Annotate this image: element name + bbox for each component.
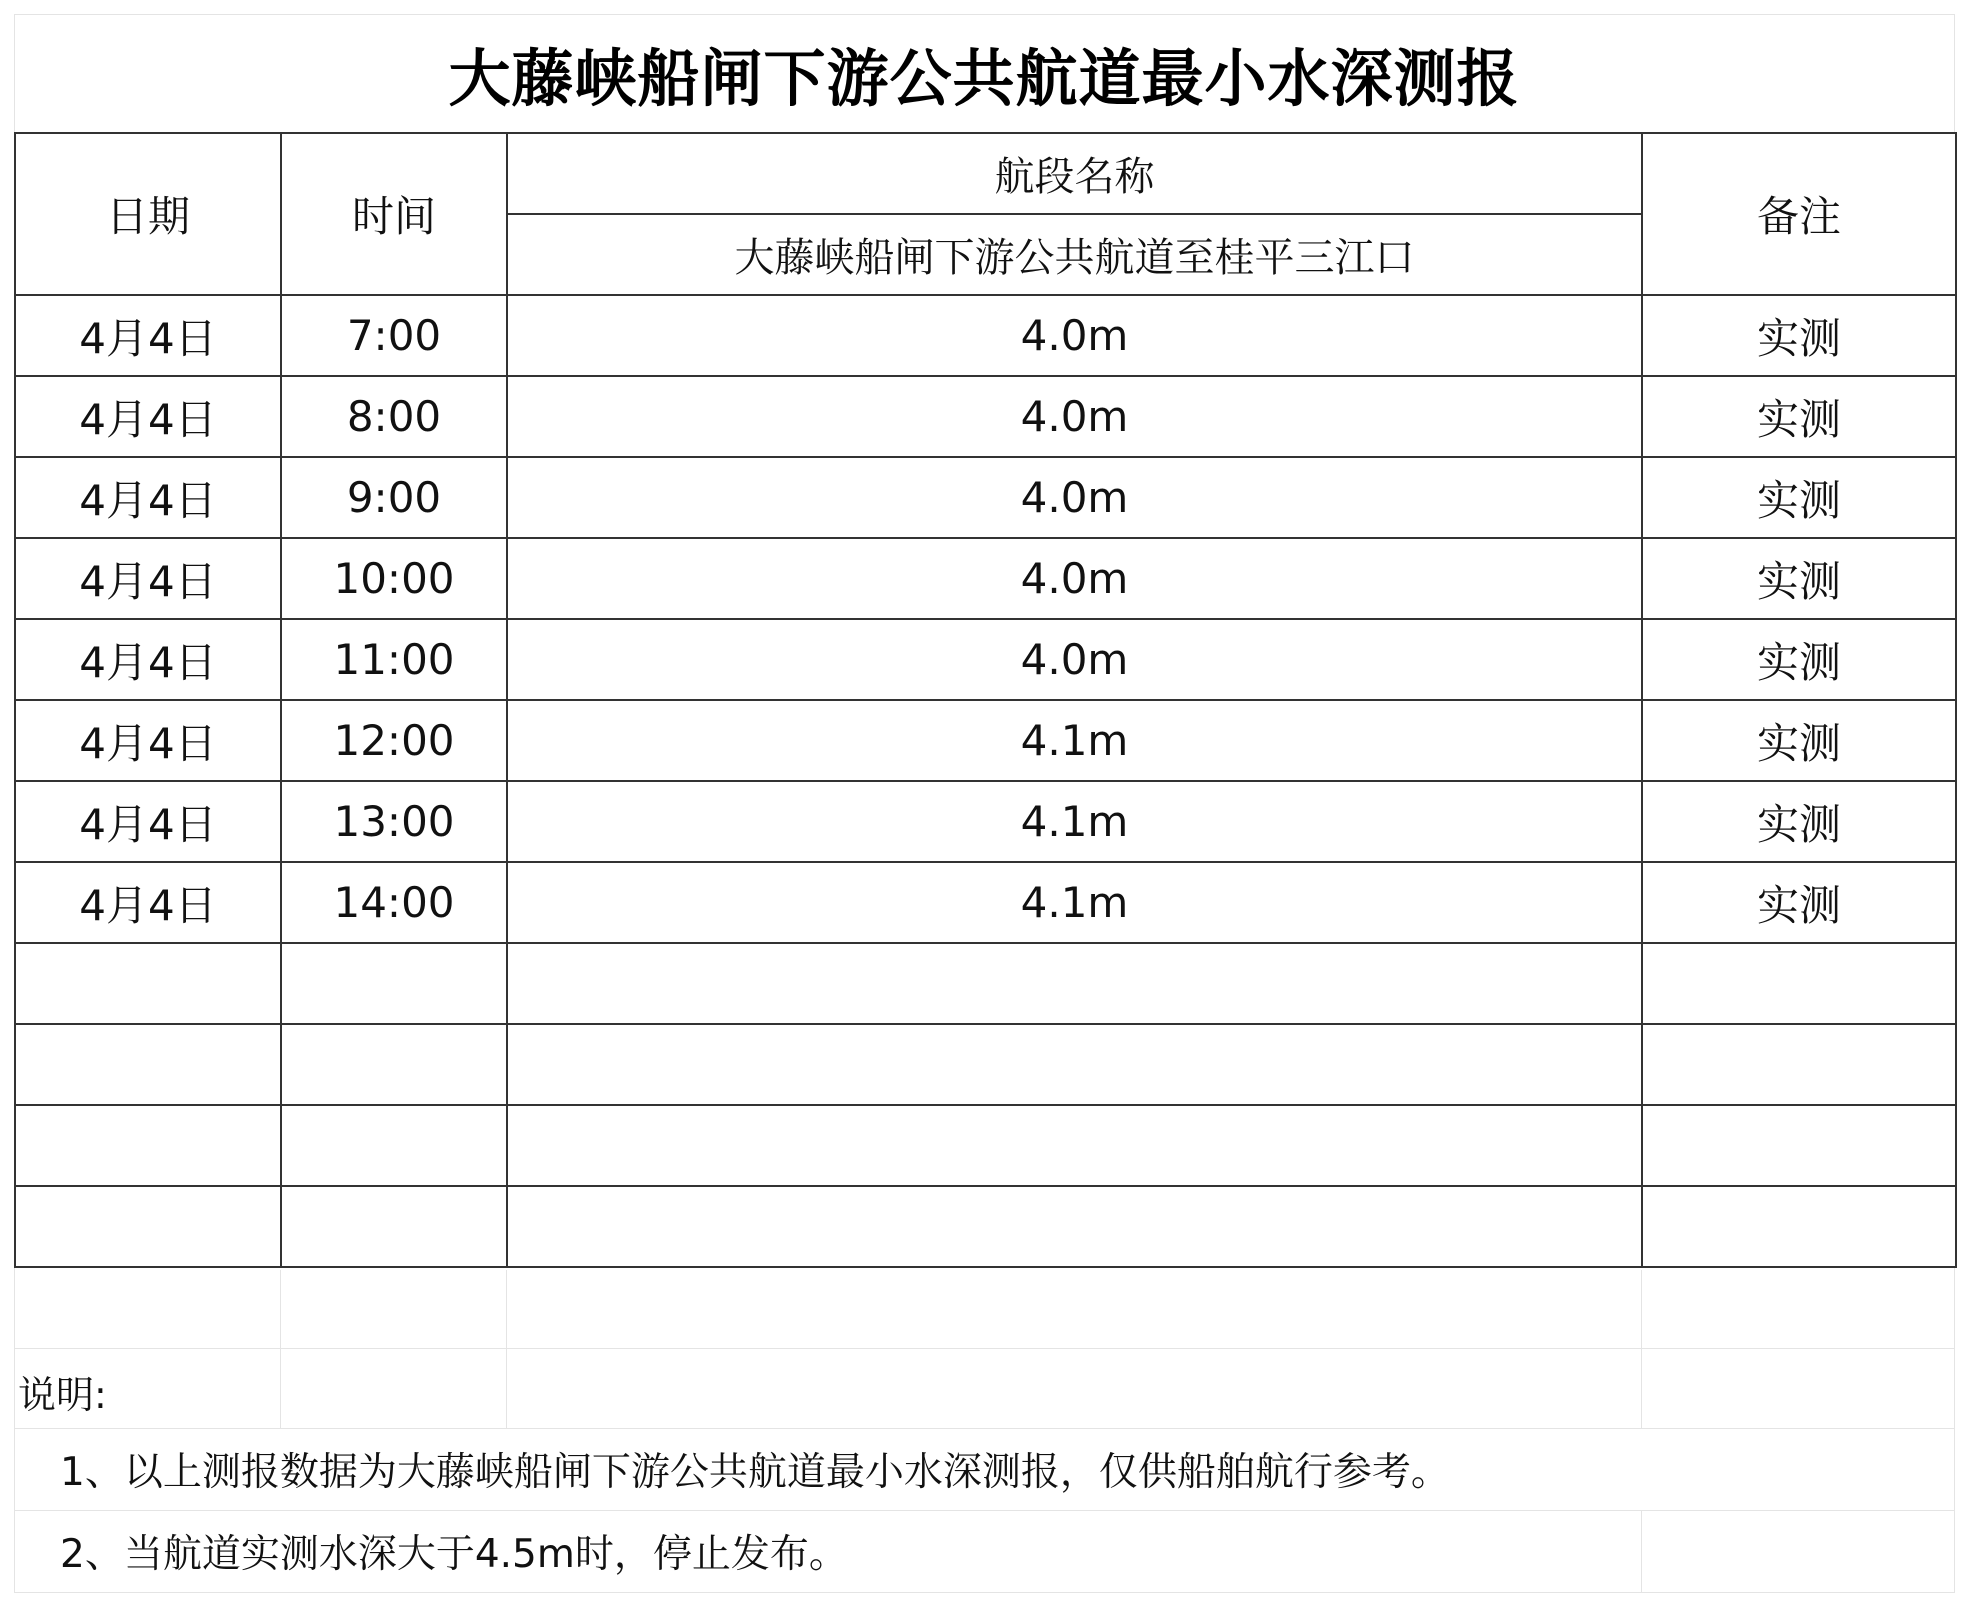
cell-time xyxy=(281,1024,507,1105)
cell-depth: 4.1m xyxy=(507,862,1642,943)
cell-time: 10:00 xyxy=(281,538,507,619)
cell-date xyxy=(15,1024,281,1105)
depth-report-table xyxy=(14,132,1957,1268)
cell-time: 11:00 xyxy=(281,619,507,700)
cell-time: 12:00 xyxy=(281,700,507,781)
table-row-empty xyxy=(15,1105,1956,1186)
cell-time xyxy=(281,943,507,1024)
gridline xyxy=(280,1270,281,1428)
table-row-empty xyxy=(15,1186,1956,1267)
cell-remark: 实测 xyxy=(1642,781,1956,862)
cell-date: 4月4日 xyxy=(15,619,281,700)
note-item: 2、当航道实测水深大于4.5m时，停止发布。 xyxy=(60,1532,848,1577)
cell-depth: 4.1m xyxy=(507,700,1642,781)
page-title: 大藤峡船闸下游公共航道最小水深测报 xyxy=(448,41,1520,115)
cell-time xyxy=(281,1105,507,1186)
header-date: 日期 xyxy=(15,133,281,295)
table-row xyxy=(15,862,1956,943)
table-row xyxy=(15,619,1956,700)
gridline xyxy=(14,1428,1954,1429)
cell-remark xyxy=(1642,943,1956,1024)
cell-time: 13:00 xyxy=(281,781,507,862)
cell-depth: 4.0m xyxy=(507,538,1642,619)
cell-remark: 实测 xyxy=(1642,376,1956,457)
cell-depth: 4.1m xyxy=(507,781,1642,862)
cell-remark: 实测 xyxy=(1642,295,1956,376)
table-row-empty xyxy=(15,1024,1956,1105)
gridline xyxy=(1641,1270,1642,1428)
cell-remark: 实测 xyxy=(1642,538,1956,619)
cell-time: 14:00 xyxy=(281,862,507,943)
gridline xyxy=(14,1510,1954,1511)
table-row-empty xyxy=(15,943,1956,1024)
cell-remark: 实测 xyxy=(1642,862,1956,943)
cell-depth xyxy=(507,943,1642,1024)
notes-label: 说明: xyxy=(18,1372,107,1417)
cell-depth: 4.0m xyxy=(507,376,1642,457)
cell-remark xyxy=(1642,1186,1956,1267)
cell-depth: 4.0m xyxy=(507,619,1642,700)
table-row xyxy=(15,457,1956,538)
cell-remark xyxy=(1642,1105,1956,1186)
cell-remark xyxy=(1642,1024,1956,1105)
header-segment-group: 航段名称 xyxy=(507,133,1642,214)
table-row xyxy=(15,781,1956,862)
cell-date xyxy=(15,943,281,1024)
cell-date: 4月4日 xyxy=(15,376,281,457)
cell-time xyxy=(281,1186,507,1267)
gridline xyxy=(14,1348,1954,1349)
cell-date: 4月4日 xyxy=(15,781,281,862)
cell-depth: 4.0m xyxy=(507,295,1642,376)
header-segment-name: 大藤峡船闸下游公共航道至桂平三江口 xyxy=(507,214,1642,295)
cell-date xyxy=(15,1105,281,1186)
cell-date xyxy=(15,1186,281,1267)
cell-time: 7:00 xyxy=(281,295,507,376)
cell-remark: 实测 xyxy=(1642,700,1956,781)
cell-time: 9:00 xyxy=(281,457,507,538)
cell-depth xyxy=(507,1024,1642,1105)
gridline xyxy=(14,1592,1954,1593)
cell-depth xyxy=(507,1186,1642,1267)
note-item: 1、以上测报数据为大藤峡船闸下游公共航道最小水深测报，仅供船舶航行参考。 xyxy=(60,1450,1450,1495)
cell-depth: 4.0m xyxy=(507,457,1642,538)
cell-date: 4月4日 xyxy=(15,700,281,781)
cell-remark: 实测 xyxy=(1642,619,1956,700)
table-row xyxy=(15,538,1956,619)
table-row xyxy=(15,295,1956,376)
cell-date: 4月4日 xyxy=(15,457,281,538)
cell-date: 4月4日 xyxy=(15,538,281,619)
header-remark: 备注 xyxy=(1642,133,1956,295)
header-time: 时间 xyxy=(281,133,507,295)
gridline xyxy=(506,1270,507,1428)
cell-depth xyxy=(507,1105,1642,1186)
table-row xyxy=(15,700,1956,781)
gridline xyxy=(1641,1510,1642,1592)
cell-remark: 实测 xyxy=(1642,457,1956,538)
cell-date: 4月4日 xyxy=(15,295,281,376)
cell-time: 8:00 xyxy=(281,376,507,457)
cell-date: 4月4日 xyxy=(15,862,281,943)
table-row xyxy=(15,376,1956,457)
